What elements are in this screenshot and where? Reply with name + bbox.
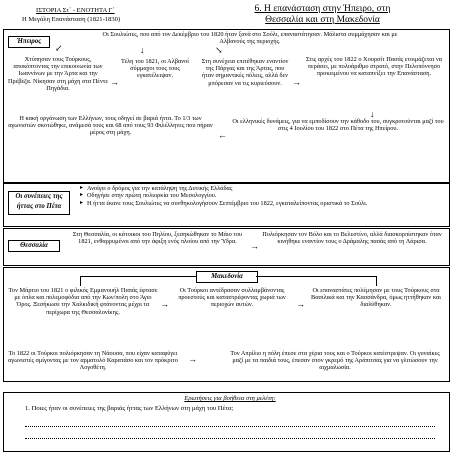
- arrow-down-icon: ↙: [55, 43, 63, 53]
- chapter-label: Η Μεγάλη Επανάσταση (1821-1830): [22, 16, 121, 23]
- thessaly-label: [8, 240, 60, 252]
- epirus-label-text: Ήπειρος: [16, 38, 42, 45]
- epirus-peta-battle: Οι ελληνικές δυνάμεις, για να εμποδίσουν την κάθοδο του, συγκροτούνται μαζί του στις 4 Ιουλίου του 1822 στο Πέτα της Ηπείρου.: [232, 118, 444, 133]
- list-item: ▸ Ανοίγει ο δρόμος για την κατάληψη της Δυτικής Ελλάδας: [80, 185, 440, 192]
- peta-label: [8, 191, 70, 215]
- connector-line: [256, 276, 376, 277]
- subject-label: ΙΣΤΟΡΙΑ Στ΄ - ΕΝΟΤΗΤΑ Γ΄: [36, 7, 115, 14]
- macedonia-column-3: Οι επαναστάτες πολέμησαν με τους Τούρκους στα Βασιλικά και την Κασσάνδρα, όμως ηττήθηκαν και διαλύθηκαν.: [311, 287, 441, 309]
- epirus-column-3: Στη συνέχεια επιτέθηκαν εναντίον της Πάργας και της Άρτας, που ήταν σημαντικές πόλεις, αλλά δεν μπόρεσαν να τις κυριεύσουν.: [201, 58, 289, 87]
- macedonia-column-2: Οι Τούρκοι αντέδρασαν συλλαμβάνοντας προεστούς και καταστρέφοντας χωριά των περιοχών αυτών.: [178, 287, 286, 309]
- macedonia-column-1: Τον Μάρτιο του 1821 ο φιλικός Εμμανουήλ Παπάς έφτασε με όπλα και πολεμοφόδια από την Κων/πολη στο Άγιο Όρος. Ξεσήκωσε την Χαλκιδική φτάνοντας μέχρι τα περίχωρα της Θεσσαλονίκης.: [8, 287, 158, 316]
- thessaly-uprising: Στη Θεσσαλία, οι κάτοικοι του Πηλίου, ξεσηκώθηκαν το Μάιο του 1821, ενθαρρυμένοι από την άφιξη ενός πλοίου από την Ύδρα.: [72, 231, 243, 246]
- epirus-frame: [3, 29, 450, 183]
- epirus-label: [8, 36, 50, 48]
- lesson-title-line1: 6. Η επανάσταση στην Ήπειρο, στη: [254, 4, 391, 14]
- answer-line: [25, 438, 435, 439]
- arrow-right-icon: →: [188, 354, 197, 364]
- macedonia-label: [196, 271, 258, 283]
- list-item: ▸ Οδηγήσε στην πρώτη πολιορκία του Μεσολογγίου.: [80, 192, 440, 199]
- thessaly-label-text: Θεσσαλία: [20, 242, 48, 249]
- connector-line: [376, 276, 377, 286]
- arrow-right-icon: →: [250, 241, 259, 251]
- questions-title: Ερωτήσεις για βοήθεια στη μελέτη:: [184, 395, 276, 402]
- arrow-right-icon: →: [296, 299, 305, 309]
- macedonia-label-text: Μακεδονία: [211, 273, 243, 280]
- naousa-fall: Τον Απρίλιο η πόλη έπεσε στα χέρια τους και ο Τούρκοι κατέστρεψαν. Οι γυναίκες μαζί με τα παιδιά τους, έπεσαν στον γκρεμό της Αράπιτσας για να γλιτώσουν την αιχμαλωσία.: [230, 350, 440, 372]
- arrow-right-icon: →: [110, 77, 119, 87]
- arrow-left-icon: ←: [218, 130, 227, 140]
- lesson-title-line2: Θεσσαλία και στη Μακεδονία: [265, 14, 380, 25]
- arrow-down-icon: ↘: [215, 45, 223, 55]
- connector-line: [80, 276, 81, 286]
- peta-consequences-list: [80, 185, 440, 207]
- subject-line: [36, 7, 186, 15]
- arrow-right-icon: →: [292, 77, 301, 87]
- arrow-down-icon: ↓: [370, 109, 375, 119]
- epirus-column-2: Τέλη του 1821, οι Αλβανοί σύμμαχοι τους τους εγκατέλειψαν.: [121, 58, 189, 80]
- peta-label-text: Οι συνέπειες της ήττας στο Πέτα: [15, 193, 63, 210]
- epirus-column-4: Στις αρχές του 1822 ο Χουρσίτ Πασάς ετοιμάζεται να περάσει, με πολυάριθμο στρατό, στην Πελοπόννησο προκειμένου να καταπνίξει την Επανάσταση.: [306, 56, 442, 78]
- connector-line: [80, 276, 196, 277]
- lesson-title: [200, 4, 445, 25]
- arrow-down-icon: ↓: [140, 45, 145, 55]
- epirus-intro: Οι Σουλιώτες, που από τον Δεκέμβριο του 1820 ήταν ξανά στο Σούλι, επαναστάτησαν. Μάλιστα συμμάχησαν και με Αλβανούς της περιοχής.: [102, 31, 398, 46]
- arrow-right-icon: →: [160, 299, 169, 309]
- naousa-siege: Το 1822 οι Τούρκοι πολιόρκησαν τη Νάουσα, που είχαν καταφύγει αγωνιστές σμίγοντας με τον αρματολό Καρατάσο και τον πρόκριτο Λογοθέτη.: [8, 350, 178, 372]
- question-item: 1. Ποιες ήταν οι συνέπειες της βαριάς ήττας των Ελλήνων στη μάχη του Πέτα;: [25, 405, 234, 412]
- epirus-column-1: Χτύπησαν τους Τούρκους, αποκόπτοντας την επικοινωνία των Ιωαννίνων με την Άρτα και την Πρέβεζα. Νίκησαν στη μάχη στα Πέντε Πηγάδια.: [8, 56, 108, 92]
- answer-line: [25, 426, 435, 427]
- epirus-defeat: Η κακή οργάνωση των Ελλήνων, τους οδηγεί σε βαριά ήττα. Το 1/3 των αγωνιστών σκοτώθηκε, ανάμεσά τους και 68 από τους 93 Φιλέλληνες που πήραν μέρος στη μάχη.: [8, 115, 213, 137]
- list-item: ▸ Η ήττα έκανε τους Σουλιώτες να συνθηκολογήσουν Σεπτέμβριο του 1822, εγκαταλείποντας οριστικά το Σούλι.: [80, 200, 440, 207]
- thessaly-siege: Πολιόρκησαν τον Βόλο και το Βελεστίνο, αλλά διασκορπίστηκαν όταν κινήθηκε εναντίον τους ο Δράμαλης πασάς από τη Λάρισα.: [262, 231, 442, 246]
- chapter-line: [22, 16, 192, 24]
